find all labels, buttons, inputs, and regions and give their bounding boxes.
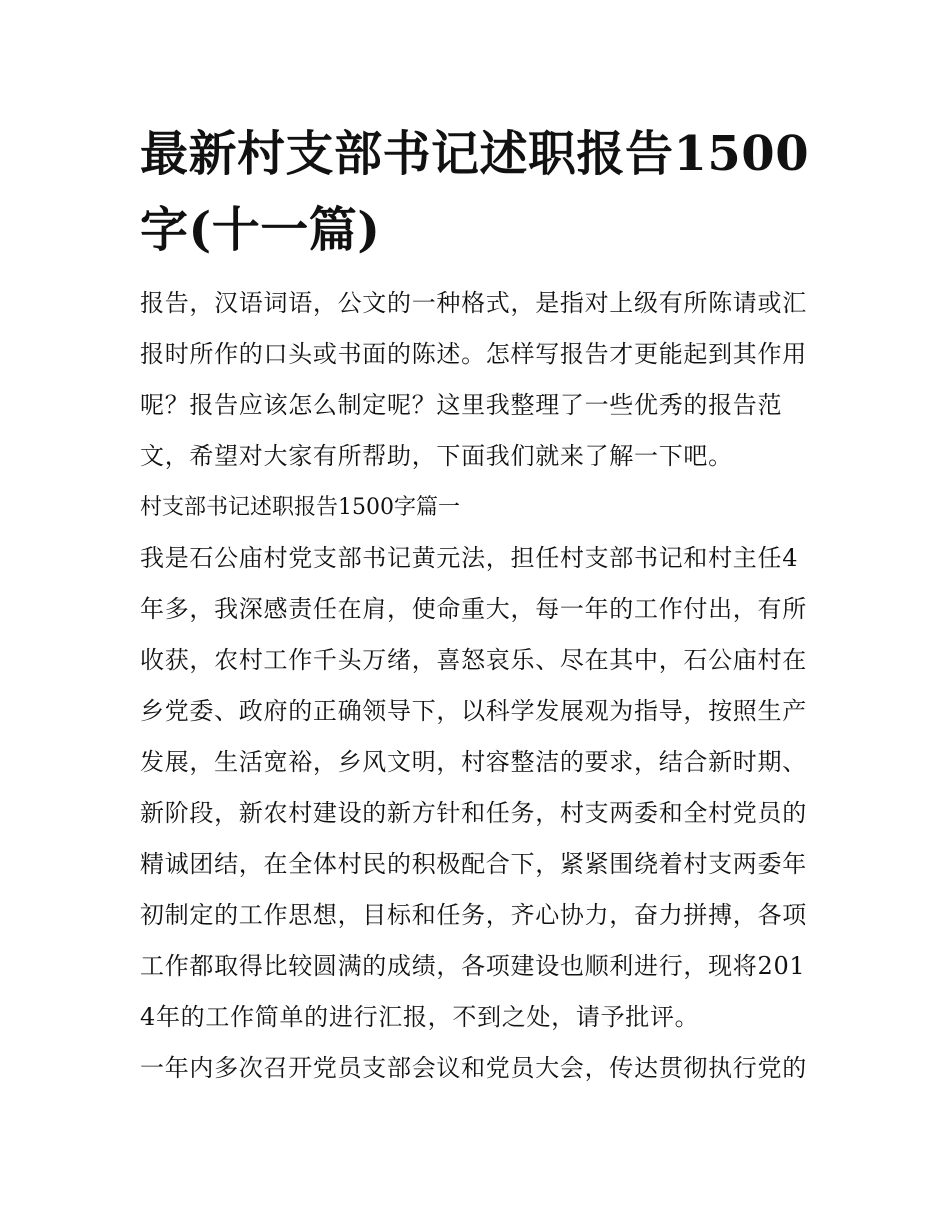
- document-content: [140, 116, 815, 1094]
- document-title: 最新村支部书记述职报告1500字(十一篇): [140, 126, 810, 258]
- intro-paragraph: 报告，汉语词语，公文的一种格式，是指对上级有所陈请或汇报时所作的口头或书面的陈述。怎样写报告才更能起到其作用呢？报告应该怎么制定呢？这里我整理了一些优秀的报告范文，希望对大家有所帮助，下面我们就来了解一下吧。: [140, 289, 807, 470]
- body-paragraph-1: 我是石公庙村党支部书记黄元法，担任村支部书记和村主任4年多，我深感责任在肩，使命重大，每一年的工作付出，有所收获，农村工作千头万绪，喜怒哀乐、尽在其中，石公庙村在乡党委、政府的正确领导下，以科学发展观为指导，按照生产发展，生活宽裕，乡风文明，村容整洁的要求，结合新时期、新阶段，新农村建设的新方针和任务，村支两委和全村党员的精诚团结，在全体村民的积极配合下，紧紧围绕着村支两委年初制定的工作思想，目标和任务，齐心协力，奋力拼搏，各项工作都取得比较圆满的成绩，各项建设也顺利进行，现将2014年的工作简单的进行汇报，不到之处，请予批评。: [140, 544, 807, 1031]
- body-paragraph-2: 一年内多次召开党员支部会议和党员大会，传达贯彻执行党的: [140, 1054, 807, 1082]
- section-heading: 村支部书记述职报告1500字篇一: [140, 495, 460, 520]
